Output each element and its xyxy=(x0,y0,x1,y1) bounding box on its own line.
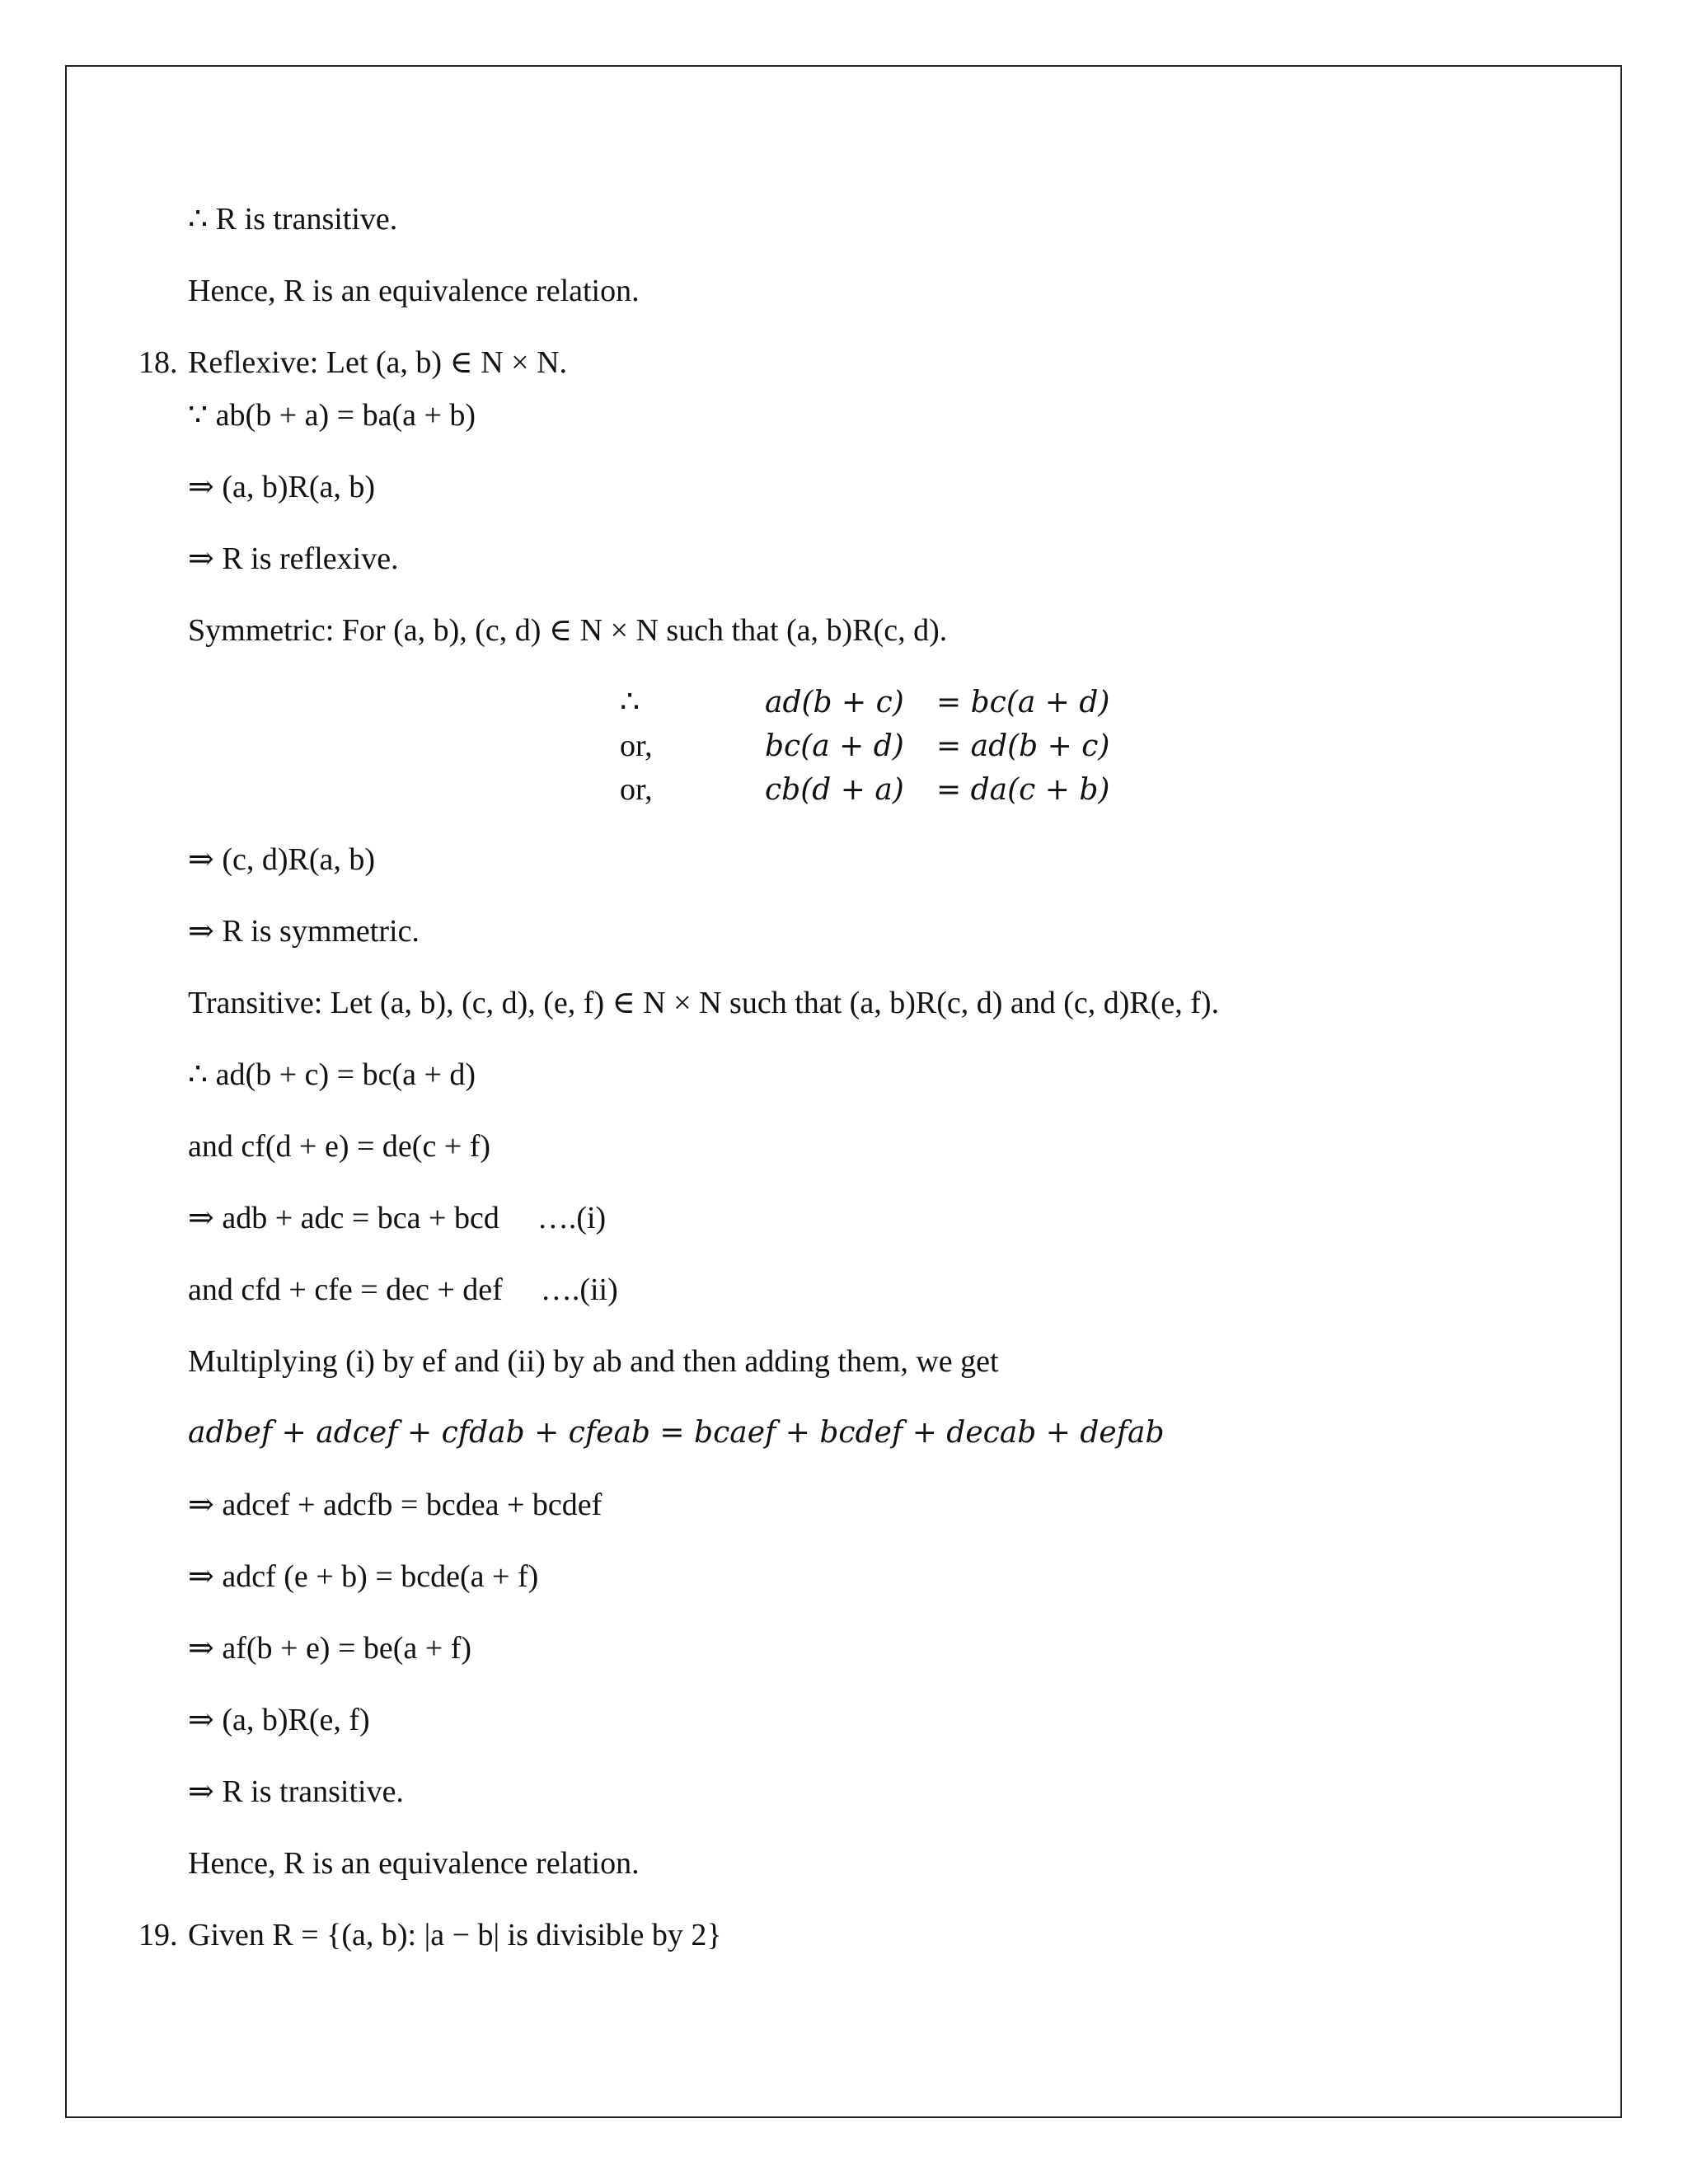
question-text: Reflexive: Let (a, b) ∈ N × N. xyxy=(188,345,568,380)
question-text: Given R = {(a, b): |a − b| is divisible by 2} xyxy=(188,1918,722,1952)
question-number: 18. xyxy=(138,345,178,380)
equation-tag: ….(i) xyxy=(537,1201,607,1235)
math-line: ∴ ad(b + c) = bc(a + d) xyxy=(188,1057,476,1092)
question-number: 19. xyxy=(138,1918,178,1952)
text-line: Multiplying (i) by ef and (ii) by ab and then adding them, we get xyxy=(188,1344,999,1379)
math-line: ⇒ adcef + adcfb = bcdea + bcdef xyxy=(188,1488,603,1522)
text-line: ⇒ R is reflexive. xyxy=(188,541,399,576)
row-prefix: or, xyxy=(620,729,653,763)
text-line: Hence, R is an equivalence relation. xyxy=(188,274,640,308)
row-lhs: bc(a + d) xyxy=(765,729,904,763)
text-line: ⇒ R is symmetric. xyxy=(188,914,420,949)
math-line: ⇒ (a, b)R(e, f) xyxy=(188,1703,370,1737)
equation: ⇒ adb + adc = bca + bcd xyxy=(188,1201,499,1235)
math-line: ⇒ (c, d)R(a, b) xyxy=(188,842,376,877)
equation: and cfd + cfe = dec + def xyxy=(188,1272,503,1307)
row-rhs: = da(c + b) xyxy=(936,773,1110,807)
row-rhs: = ad(b + c) xyxy=(936,729,1110,763)
text-line: ⇒ R is transitive. xyxy=(188,1774,404,1809)
math-line: ⇒ adcf (e + b) = bcde(a + f) xyxy=(188,1559,539,1594)
equation-tag: ….(ii) xyxy=(540,1272,618,1307)
row-prefix: ∴ xyxy=(620,685,640,719)
text-line: ∴ R is transitive. xyxy=(188,202,398,237)
row-lhs: cb(d + a) xyxy=(765,773,904,807)
math-line: adbef + adcef + cfdab + cfeab = bcaef + bcdef + decab + defab xyxy=(188,1416,1165,1450)
row-lhs: ad(b + c) xyxy=(765,686,904,719)
text-line: Symmetric: For (a, b), (c, d) ∈ N × N such that (a, b)R(c, d). xyxy=(188,613,948,648)
math-line: ∵ ab(b + a) = ba(a + b) xyxy=(188,398,476,433)
math-line: ⇒ (a, b)R(a, b) xyxy=(188,470,376,504)
math-line: and cf(d + e) = de(c + f) xyxy=(188,1129,491,1164)
math-line xyxy=(188,1199,606,1237)
math-line xyxy=(188,1271,618,1309)
row-rhs: = bc(a + d) xyxy=(936,686,1110,719)
text-line: Transitive: Let (a, b), (c, d), (e, f) ∈ N × N such that (a, b)R(c, d) and (c, d)R(e, f). xyxy=(188,986,1220,1020)
math-line: ⇒ af(b + e) = be(a + f) xyxy=(188,1631,472,1666)
text-line: Hence, R is an equivalence relation. xyxy=(188,1846,640,1881)
row-prefix: or, xyxy=(620,772,653,807)
